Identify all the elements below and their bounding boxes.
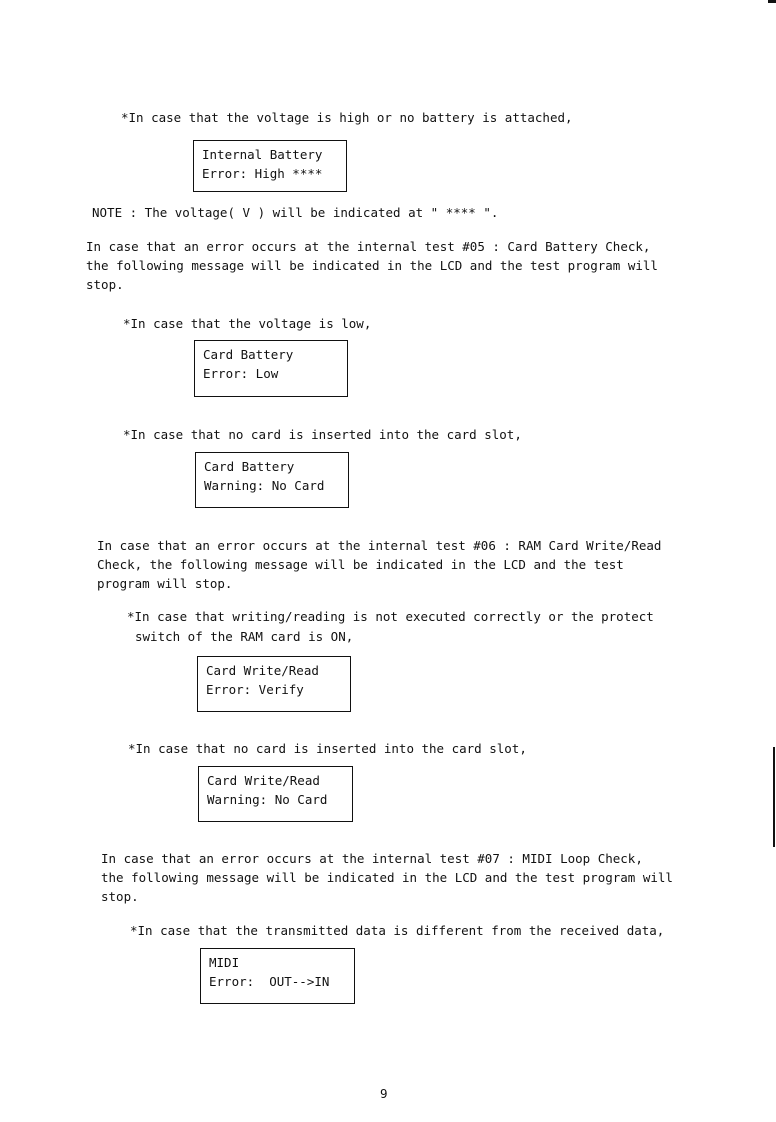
lcd-line-1: Card Battery (203, 347, 294, 362)
lcd-line-2: Error: High **** (202, 166, 323, 181)
paragraph-line: stop. (86, 277, 124, 292)
lcd-line-1: MIDI (209, 955, 240, 970)
paragraph-line: program will stop. (97, 576, 233, 591)
condition-low-voltage: *In case that the voltage is low, (123, 316, 372, 331)
lcd-line-1: Card Write/Read (206, 663, 319, 678)
lcd-line-1: Internal Battery (202, 147, 323, 162)
lcd-line-2: Warning: No Card (204, 478, 325, 493)
lcd-line-2: Error: Verify (206, 682, 304, 697)
lcd-line-2: Error: OUT-->IN (209, 974, 330, 989)
paragraph-line: In case that an error occurs at the internal test #05 : Card Battery Check, (86, 239, 651, 254)
paragraph-line: Check, the following message will be indicated in the LCD and the test (97, 557, 624, 572)
lcd-midi-out-in (200, 948, 355, 1004)
page-number: 9 (380, 1086, 388, 1101)
lcd-line-1: Card Write/Read (207, 773, 320, 788)
condition-high-voltage: *In case that the voltage is high or no battery is attached, (121, 110, 573, 125)
paragraph-line: the following message will be indicated in the LCD and the test program will (86, 258, 658, 273)
condition-midi-mismatch: *In case that the transmitted data is different from the received data, (130, 923, 665, 938)
voltage-note: NOTE : The voltage( V ) will be indicated at " **** ". (92, 205, 499, 220)
paragraph-line: In case that an error occurs at the internal test #07 : MIDI Loop Check, (101, 851, 643, 866)
lcd-card-battery-no-card (195, 452, 349, 508)
lcd-line-2: Warning: No Card (207, 792, 328, 807)
lcd-card-write-read-verify (197, 656, 351, 712)
condition-line: *In case that writing/reading is not executed correctly or the protect (127, 609, 654, 624)
paragraph-line: the following message will be indicated in the LCD and the test program will (101, 870, 673, 885)
scan-edge-line-right (773, 747, 775, 847)
paragraph-line: In case that an error occurs at the internal test #06 : RAM Card Write/Read (97, 538, 662, 553)
lcd-line-2: Error: Low (203, 366, 279, 381)
lcd-line-1: Card Battery (204, 459, 295, 474)
lcd-internal-battery-high (193, 140, 347, 192)
condition-line: switch of the RAM card is ON, (135, 629, 354, 644)
lcd-card-battery-low (194, 340, 348, 397)
lcd-card-write-read-no-card (198, 766, 353, 822)
scan-mark-top-right (768, 0, 776, 3)
condition-no-card: *In case that no card is inserted into the card slot, (123, 427, 522, 442)
paragraph-line: stop. (101, 889, 139, 904)
condition-no-card: *In case that no card is inserted into the card slot, (128, 741, 527, 756)
